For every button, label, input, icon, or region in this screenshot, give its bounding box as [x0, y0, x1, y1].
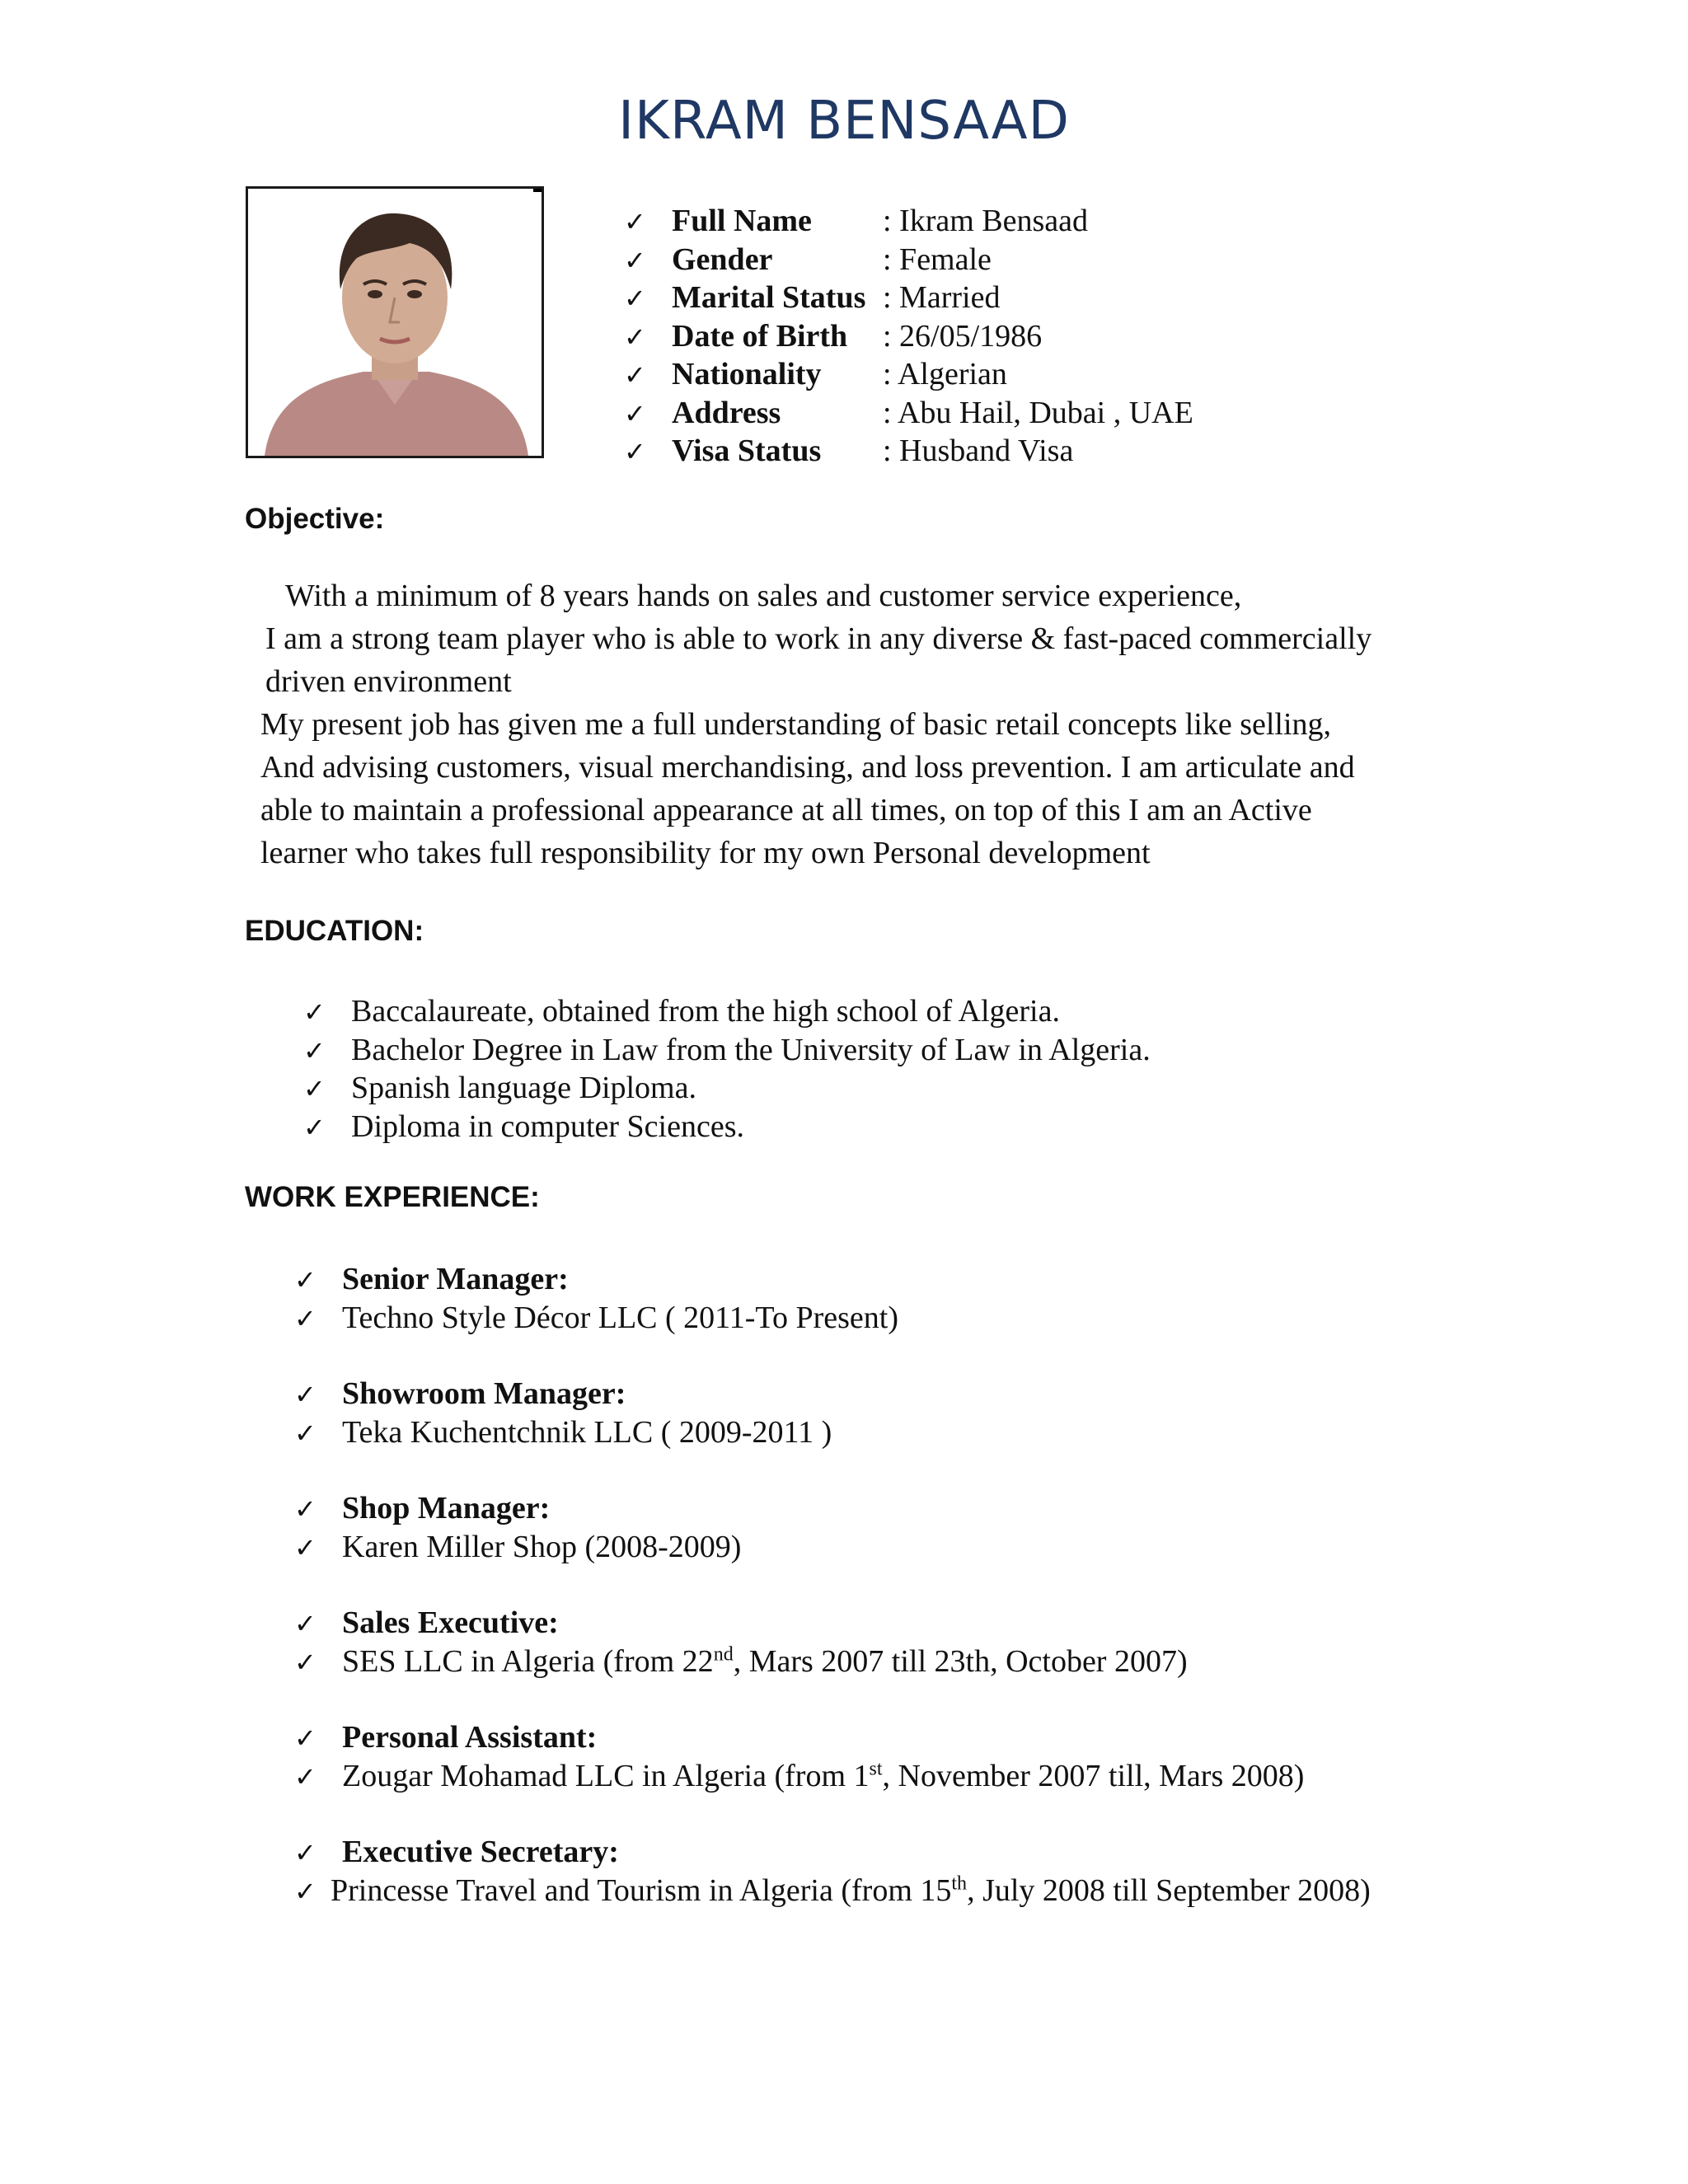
job-organization-part: SES LLC in Algeria (from 22	[342, 1643, 714, 1679]
ordinal-suffix: nd	[713, 1643, 734, 1665]
job-organization-part: Zougar Mohamad LLC in Algeria (from 1	[342, 1758, 870, 1793]
objective-line: I am a strong team player who is able to work in any diverse & fast-paced commercially	[265, 621, 1372, 656]
job-entry	[294, 1376, 1402, 1452]
personal-detail-value: : Married	[883, 280, 1001, 315]
objective-text	[257, 574, 1477, 874]
check-icon: ✓	[624, 283, 646, 314]
check-icon: ✓	[624, 321, 646, 353]
objective-line: able to maintain a professional appearance at all times, on top of this I am an Active	[260, 793, 1312, 827]
check-icon: ✓	[303, 1034, 326, 1066]
job-organization: Karen Miller Shop (2008-2009)	[342, 1529, 742, 1564]
education-item	[303, 1070, 1151, 1108]
personal-detail-row	[624, 433, 1193, 471]
job-entry	[294, 1605, 1402, 1681]
check-icon: ✓	[624, 244, 646, 276]
personal-detail-row	[624, 395, 1193, 434]
education-list	[303, 993, 1151, 1146]
job-organization	[342, 1758, 1304, 1796]
check-icon: ✓	[294, 1760, 316, 1793]
job-organization: Teka Kuchentchnik LLC ( 2009-2011 )	[342, 1414, 832, 1450]
check-icon: ✓	[294, 1493, 316, 1525]
job-organization-part: , July 2008 till September 2008)	[967, 1872, 1371, 1908]
education-heading: EDUCATION:	[245, 915, 424, 947]
job-organization	[342, 1643, 1188, 1681]
personal-detail-value: : Abu Hail, Dubai , UAE	[883, 395, 1193, 430]
profile-photo	[246, 186, 544, 458]
ordinal-suffix: st	[869, 1757, 883, 1779]
check-icon: ✓	[294, 1417, 316, 1449]
personal-detail-label: Visa Status	[672, 434, 822, 468]
personal-detail-value: : 26/05/1986	[883, 318, 1043, 354]
check-icon: ✓	[303, 996, 326, 1028]
education-item-text: Baccalaureate, obtained from the high school of Algeria.	[351, 994, 1060, 1029]
portrait-image	[248, 189, 542, 456]
personal-detail-value: : Female	[883, 241, 992, 277]
job-organization: Techno Style Décor LLC ( 2011-To Present)	[342, 1300, 898, 1335]
personal-detail-label: Gender	[672, 241, 773, 277]
check-icon: ✓	[303, 1073, 326, 1104]
check-icon: ✓	[294, 1646, 316, 1678]
personal-details-list	[624, 203, 1193, 471]
personal-detail-label: Full Name	[672, 204, 812, 238]
education-item-text: Bachelor Degree in Law from the University of Law in Algeria.	[351, 1032, 1151, 1067]
check-icon: ✓	[624, 206, 646, 237]
check-icon: ✓	[294, 1302, 316, 1334]
ordinal-suffix: th	[951, 1872, 968, 1894]
job-role: Senior Manager:	[342, 1262, 569, 1296]
check-icon: ✓	[294, 1722, 316, 1754]
page-title: IKRAM BENSAAD	[618, 91, 1070, 152]
check-icon: ✓	[294, 1531, 316, 1563]
education-item-text: Diploma in computer Sciences.	[351, 1108, 744, 1144]
job-entry	[294, 1834, 1402, 1910]
personal-detail-value: : Algerian	[883, 357, 1007, 391]
check-icon: ✓	[303, 1111, 326, 1143]
job-role: Shop Manager:	[342, 1491, 551, 1526]
objective-line: With a minimum of 8 years hands on sales and customer service experience,	[285, 579, 1242, 613]
check-icon: ✓	[294, 1264, 316, 1296]
job-role: Personal Assistant:	[342, 1720, 598, 1755]
personal-detail-row	[624, 318, 1193, 357]
check-icon: ✓	[294, 1379, 316, 1410]
job-organization	[331, 1872, 1402, 1910]
job-entry	[294, 1261, 1402, 1338]
job-role: Sales Executive:	[342, 1605, 559, 1640]
personal-detail-row	[624, 279, 1193, 318]
education-item	[303, 1032, 1151, 1071]
education-item	[303, 993, 1151, 1032]
personal-detail-row	[624, 241, 1193, 280]
personal-detail-value: : Ikram Bensaad	[883, 204, 1089, 238]
objective-line: My present job has given me a full understanding of basic retail concepts like selling,	[260, 707, 1332, 742]
job-organization-part: , Mars 2007 till 23th, October 2007)	[733, 1643, 1188, 1679]
education-item	[303, 1108, 1151, 1147]
objective-heading: Objective:	[245, 503, 385, 535]
job-entry	[294, 1719, 1402, 1796]
personal-detail-label: Nationality	[672, 357, 822, 391]
job-role: Showroom Manager:	[342, 1376, 626, 1411]
job-entry	[294, 1490, 1402, 1567]
work-experience-list	[294, 1261, 1402, 1948]
job-organization-part: Princesse Travel and Tourism in Algeria (from 15	[331, 1872, 952, 1908]
check-icon: ✓	[624, 359, 646, 391]
personal-detail-label: Date of Birth	[672, 318, 848, 354]
personal-detail-label: Marital Status	[672, 280, 866, 315]
education-item-text: Spanish language Diploma.	[351, 1071, 696, 1105]
job-organization-part: , November 2007 till, Mars 2008)	[882, 1758, 1305, 1793]
check-icon: ✓	[294, 1608, 316, 1639]
job-role: Executive Secretary:	[342, 1835, 619, 1869]
work-experience-heading: WORK EXPERIENCE:	[245, 1181, 540, 1213]
check-icon: ✓	[624, 397, 646, 429]
objective-line: driven environment	[265, 664, 512, 699]
check-icon: ✓	[624, 436, 646, 467]
personal-detail-row	[624, 356, 1193, 395]
personal-detail-value: : Husband Visa	[883, 434, 1074, 468]
objective-line: learner who takes full responsibility for my own Personal development	[260, 836, 1151, 870]
check-icon: ✓	[294, 1837, 316, 1868]
personal-detail-row	[624, 203, 1193, 241]
check-icon: ✓	[294, 1875, 316, 1907]
objective-line: And advising customers, visual merchandising, and loss prevention. I am articulate and	[260, 750, 1355, 785]
personal-detail-label: Address	[672, 395, 781, 430]
